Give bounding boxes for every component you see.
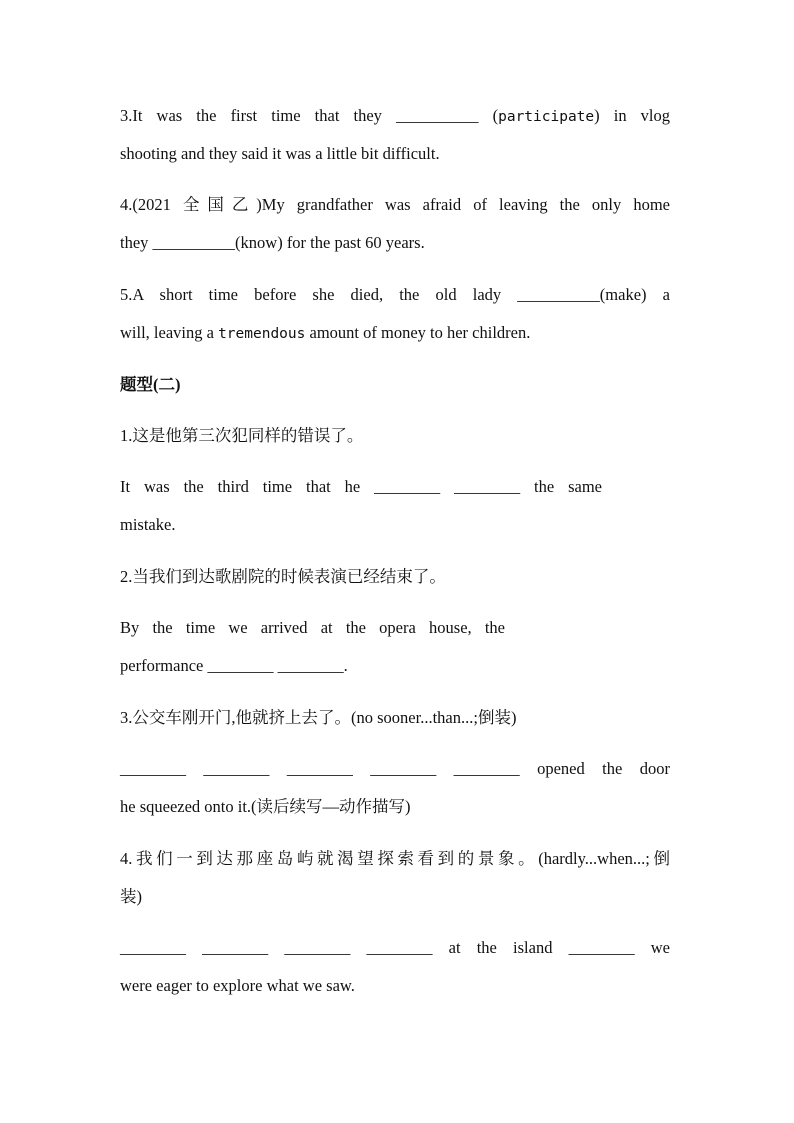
translation-1-chinese: 1.这是他第三次犯同样的错误了。 <box>120 426 364 445</box>
translation-1-line2: mistake. <box>120 515 176 534</box>
exercise-4-line2: they __________(know) for the past 60 years. <box>120 233 425 252</box>
exercise-5-line1: 5.A short time before she died, the old lady __________(make) a <box>120 285 670 304</box>
exercise-5-line2 <box>120 322 530 345</box>
translation-4-line1: ________ ________ ________ ________ at the island ________ we <box>120 938 670 957</box>
section-heading: 题型(二) <box>120 375 181 394</box>
hint-word: participate <box>498 109 595 125</box>
exercise-3-line1 <box>120 105 670 128</box>
text: will, leaving a <box>120 323 219 342</box>
text: 3.It was the first time that they <box>120 106 397 125</box>
translation-3-chinese: 3.公交车刚开门,他就挤上去了。(no sooner...than...;倒装) <box>120 708 517 727</box>
vocab-word: tremendous <box>218 326 306 342</box>
translation-4-chinese-line2: 装) <box>120 887 142 906</box>
translation-3-line2: he squeezed onto it.(读后续写—动作描写) <box>120 797 411 816</box>
translation-4-line2: were eager to explore what we saw. <box>120 976 355 995</box>
text: ( <box>478 106 499 125</box>
translation-2-line2: performance ________ ________. <box>120 656 348 675</box>
exercise-4-line1: 4.(2021 全国乙)My grandfather was afraid of leaving the only home <box>120 195 670 214</box>
translation-4-chinese-line1: 4.我们一到达那座岛屿就渴望探索看到的景象。(hardly...when...;倒 <box>120 849 670 868</box>
exercise-3-line2: shooting and they said it was a little bit difficult. <box>120 144 440 163</box>
translation-2-chinese: 2.当我们到达歌剧院的时候表演已经结束了。 <box>120 567 446 586</box>
text: amount of money to her children. <box>305 323 531 342</box>
translation-1-line1: It was the third time that he ________ ________ the same <box>120 477 602 496</box>
translation-2-line1: By the time we arrived at the opera house, the <box>120 618 505 637</box>
translation-3-line1: ________ ________ ________ ________ ________ opened the door <box>120 759 670 778</box>
answer-blank[interactable]: __________ <box>396 106 479 125</box>
text: ) in vlog <box>594 106 670 125</box>
